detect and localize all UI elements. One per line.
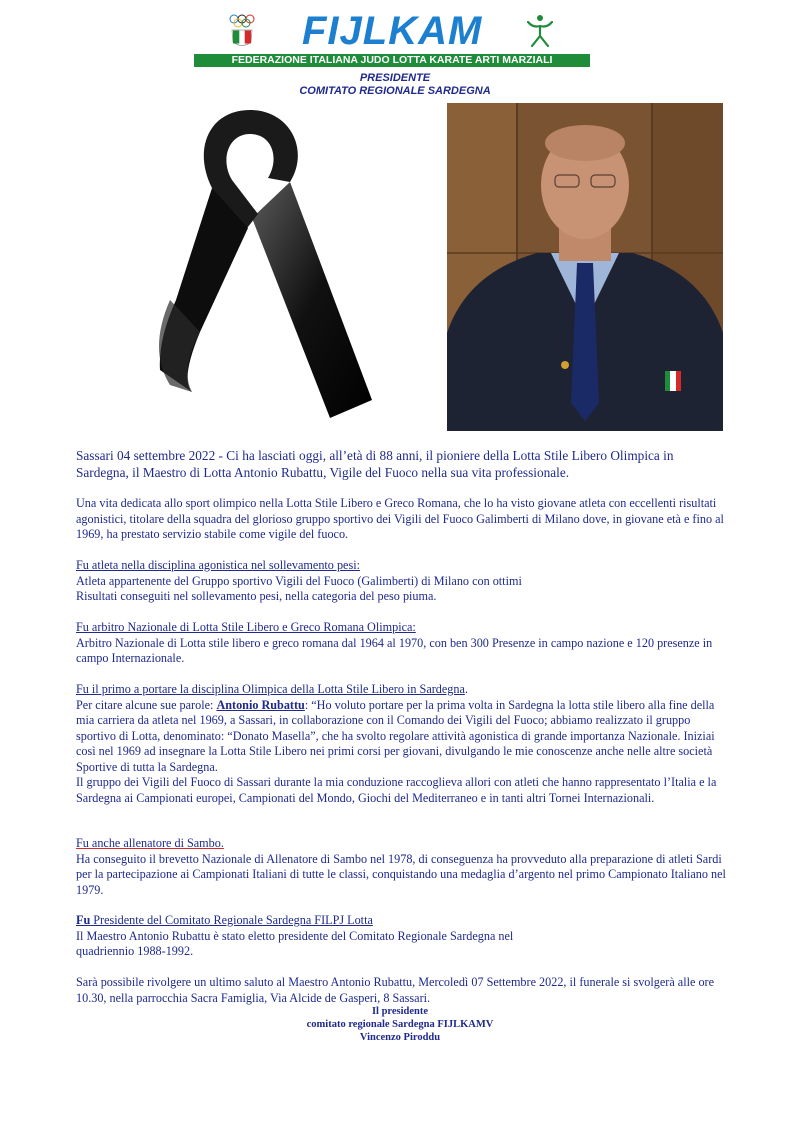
mourning-ribbon	[140, 100, 380, 420]
olympic-rings-logo	[228, 12, 256, 50]
signature-block	[200, 1005, 600, 1044]
section-referee	[76, 620, 726, 667]
section-sambo-heading: Fu anche allenatore di Sambo.	[76, 836, 224, 850]
section-weightlifting-heading: Fu atleta nella disciplina agonistica nel sollevamento pesi:	[76, 558, 360, 572]
portrait-photo	[447, 103, 723, 431]
section-pioneer-quote	[76, 698, 726, 776]
signature-line-2: comitato regionale Sardegna FIJLKAMV	[306, 1019, 494, 1030]
section-pioneer-heading: Fu il primo a portare la disciplina Olimpica della Lotta Stile Libero in Sardegna	[76, 682, 465, 696]
section-pioneer-heading-end: .	[464, 682, 468, 696]
signature-line-3: Vincenzo Piroddu	[359, 1032, 441, 1043]
quote-intro: Per citare alcune sue parole:	[76, 697, 217, 712]
subtitle-line-2: COMITATO REGIONALE SARDEGNA	[299, 85, 491, 97]
federation-bar: FEDERAZIONE ITALIANA JUDO LOTTA KARATE ARTI MARZIALI	[194, 54, 590, 67]
subtitle-line-1: PRESIDENTE	[359, 72, 431, 84]
section-pioneer-text-2: Il gruppo dei Vigili del Fuoco di Sassari durante la mia conduzione raccoglieva allori con atleti che hanno rappresentato l’Italia e la Sardegna ai Campionati europei, Campionati del Mondo, Giochi del Mediterraneo e in tanti altri Tornei Internazionali.	[76, 775, 717, 805]
section-weightlifting-line-1: Atleta appartenente del Gruppo sportivo Vigili del Fuoco (Galimberti) di Milano con ottimi	[76, 573, 522, 588]
section-president-heading-rest: Presidente del Comitato Regionale Sardegna FILPJ Lotta	[90, 913, 373, 927]
quote-name: Antonio Rubattu	[216, 697, 305, 712]
paragraph-career: Una vita dedicata allo sport olimpico nella Lotta Stile Libero e Greco Romana, che lo ha visto giovane atleta con eccellenti risultati agonistici, titolare della squadra del glorioso gruppo sportivo dei Vigili del Fuoco Galimberti di Milano dove, in giovane età e fino al 1969, ha prestato servizio stabile come vigile del fuoco.	[76, 496, 724, 541]
section-president-line-2: quadriennio 1988-1992.	[76, 944, 194, 958]
brand-logo-text: FIJLKAM	[302, 9, 483, 53]
signature-line-1: Il presidente	[371, 1006, 429, 1017]
section-pioneer-heading-line	[76, 682, 726, 698]
section-referee-heading: Fu arbitro Nazionale di Lotta Stile Libero e Greco Romana Olimpica:	[76, 620, 416, 634]
section-pioneer	[76, 682, 726, 806]
section-weightlifting	[76, 558, 726, 605]
section-sambo-heading-line	[76, 836, 726, 852]
section-president-heading-bold: Fu	[76, 913, 91, 927]
section-weightlifting-line-2: Risultati conseguiti nel sollevamento pesi, nella categoria del peso piuma.	[76, 589, 437, 603]
closing-paragraph: Sarà possibile rivolgere un ultimo saluto al Maestro Antonio Rubattu, Mercoledì 07 Settembre 2022, il funerale si svolgerà alle ore 10.30, nella parrocchia Sacra Famiglia, Via Alcide de Gasperi, 8 Sassari.	[76, 975, 715, 1005]
section-referee-text: Arbitro Nazionale di Lotta stile libero e greco romana dal 1964 al 1970, con ben 300 Presenze in campo nazione e 120 presenze in campo Internazionale.	[76, 635, 713, 665]
header	[190, 8, 600, 97]
fijlkam-emblem	[525, 12, 555, 50]
section-sambo	[76, 836, 726, 898]
intro-text: Ci ha lasciati oggi, all’età di 88 anni, il pioniere della Lotta Stile Libero Olimpica in Sardegna, il Maestro di Lotta Antonio Rubattu, Vigile del Fuoco nella sua vita professionale.	[76, 448, 674, 480]
header-subtitle	[190, 72, 600, 98]
section-president	[76, 913, 726, 960]
section-president-heading	[76, 913, 726, 929]
quote-text: : “Ho voluto portare per la prima volta in Sardegna la lotta stile libero alla fine della mia carriera da atleta nel 1969, a Sassari, in collaborazione con il Comando dei Vigili del Fuoco; abbiamo realizzato il gruppo sportivo di Lotta, denominato: “Donato Masella”, che ha svolto regolare attività agonistica di grande importanza Nazionale. Iniziai così nel 1969 ad insegnare la Lotta Stile Libero nei primi corsi per giovani, divulgando le mie conoscenze anche nelle altre società Sportive di tutta la Sardegna.	[76, 697, 715, 774]
intro-date: Sassari 04 settembre 2022 -	[76, 448, 223, 463]
intro-paragraph	[76, 447, 726, 481]
section-sambo-text: Ha conseguito il brevetto Nazionale di Allenatore di Sambo nel 1978, di conseguenza ha provveduto alla preparazione di atleti Sardi per la partecipazione ai Campionati Italiani di tutte le classi, conquistando una medaglia d’argento nel primo Campionato Italiano nel 1979.	[76, 851, 726, 897]
section-president-line-1: Il Maestro Antonio Rubattu è stato eletto presidente del Comitato Regionale Sardegna nel	[76, 928, 514, 943]
logo-row	[190, 8, 600, 54]
